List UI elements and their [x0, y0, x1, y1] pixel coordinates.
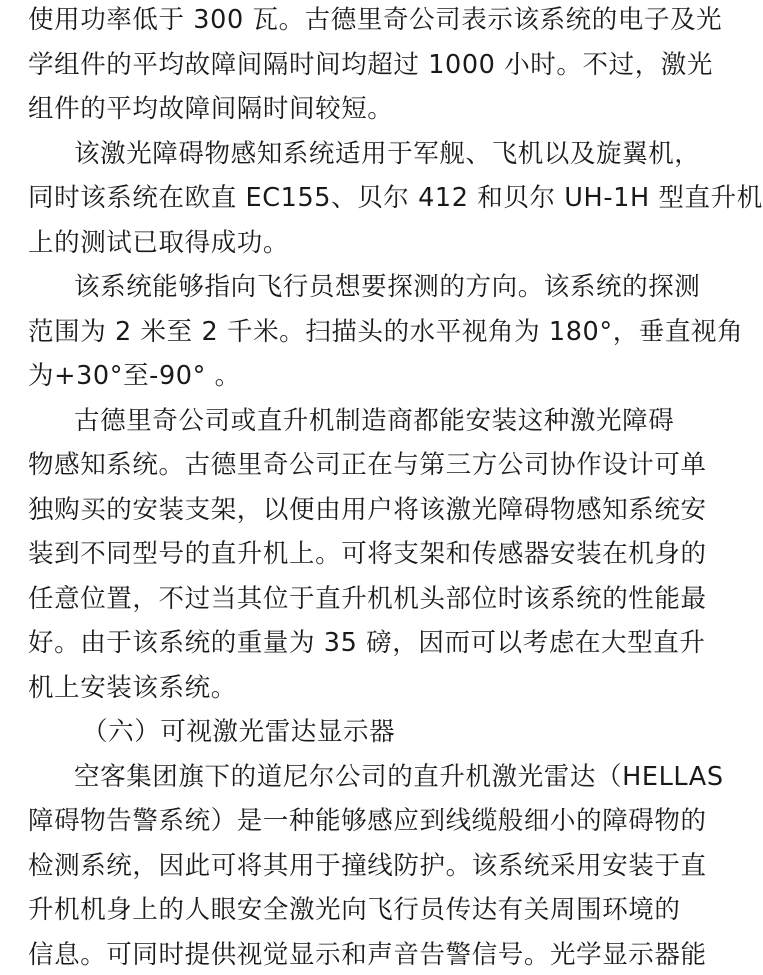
text-line: 装到不同型号的直升机上。可将支架和传感器安装在机身的	[28, 539, 707, 569]
section-heading: （六）可视激光雷达显示器	[82, 717, 396, 747]
text-line: 障碍物告警系统）是一种能够感应到线缆般细小的障碍物的	[28, 806, 707, 836]
text-line: 信息。可同时提供视觉显示和声音告警信号。光学显示器能	[28, 939, 707, 970]
text-line: 好。由于该系统的重量为 35 磅，因而可以考虑在大型直升	[28, 628, 706, 658]
text-line: 机上安装该系统。	[28, 672, 237, 703]
text-line: 检测系统，因此可将其用于撞线防护。该系统采用安装于直	[28, 850, 707, 881]
text-line: 该系统能够指向飞行员想要探测的方向。该系统的探测	[74, 272, 701, 302]
text-line: 组件的平均故障间隔时间较短。	[28, 94, 394, 124]
text-line: 古德里奇公司或直升机制造商都能安装这种激光障碍	[74, 405, 675, 436]
text-line: 独购买的安装支架，以便由用户将该激光障碍物感知系统安	[28, 494, 707, 525]
text-line: 学组件的平均故障间隔时间均超过 1000 小时。不过，激光	[28, 49, 714, 80]
text-line: 范围为 2 米至 2 千米。扫描头的水平视角为 180°，垂直视角	[28, 316, 744, 347]
text-line: 同时该系统在欧直 EC155、贝尔 412 和贝尔 UH-1H 型直升机	[28, 183, 763, 213]
text-line: 任意位置，不过当其位于直升机机头部位时该系统的性能最	[28, 583, 707, 614]
text-line: 为+30°至-90° 。	[28, 361, 241, 391]
text-line: 上的测试已取得成功。	[28, 227, 290, 258]
text-line: 该激光障碍物感知系统适用于军舰、飞机以及旋翼机，	[74, 138, 701, 169]
text-line: 升机机身上的人眼安全激光向飞行员传达有关周围环境的	[28, 895, 681, 925]
text-line: 使用功率低于 300 瓦。古德里奇公司表示该系统的电子及光	[28, 5, 723, 35]
text-line: 空客集团旗下的道尼尔公司的直升机激光雷达（HELLAS	[74, 761, 724, 792]
text-line: 物感知系统。古德里奇公司正在与第三方公司协作设计可单	[28, 450, 707, 480]
